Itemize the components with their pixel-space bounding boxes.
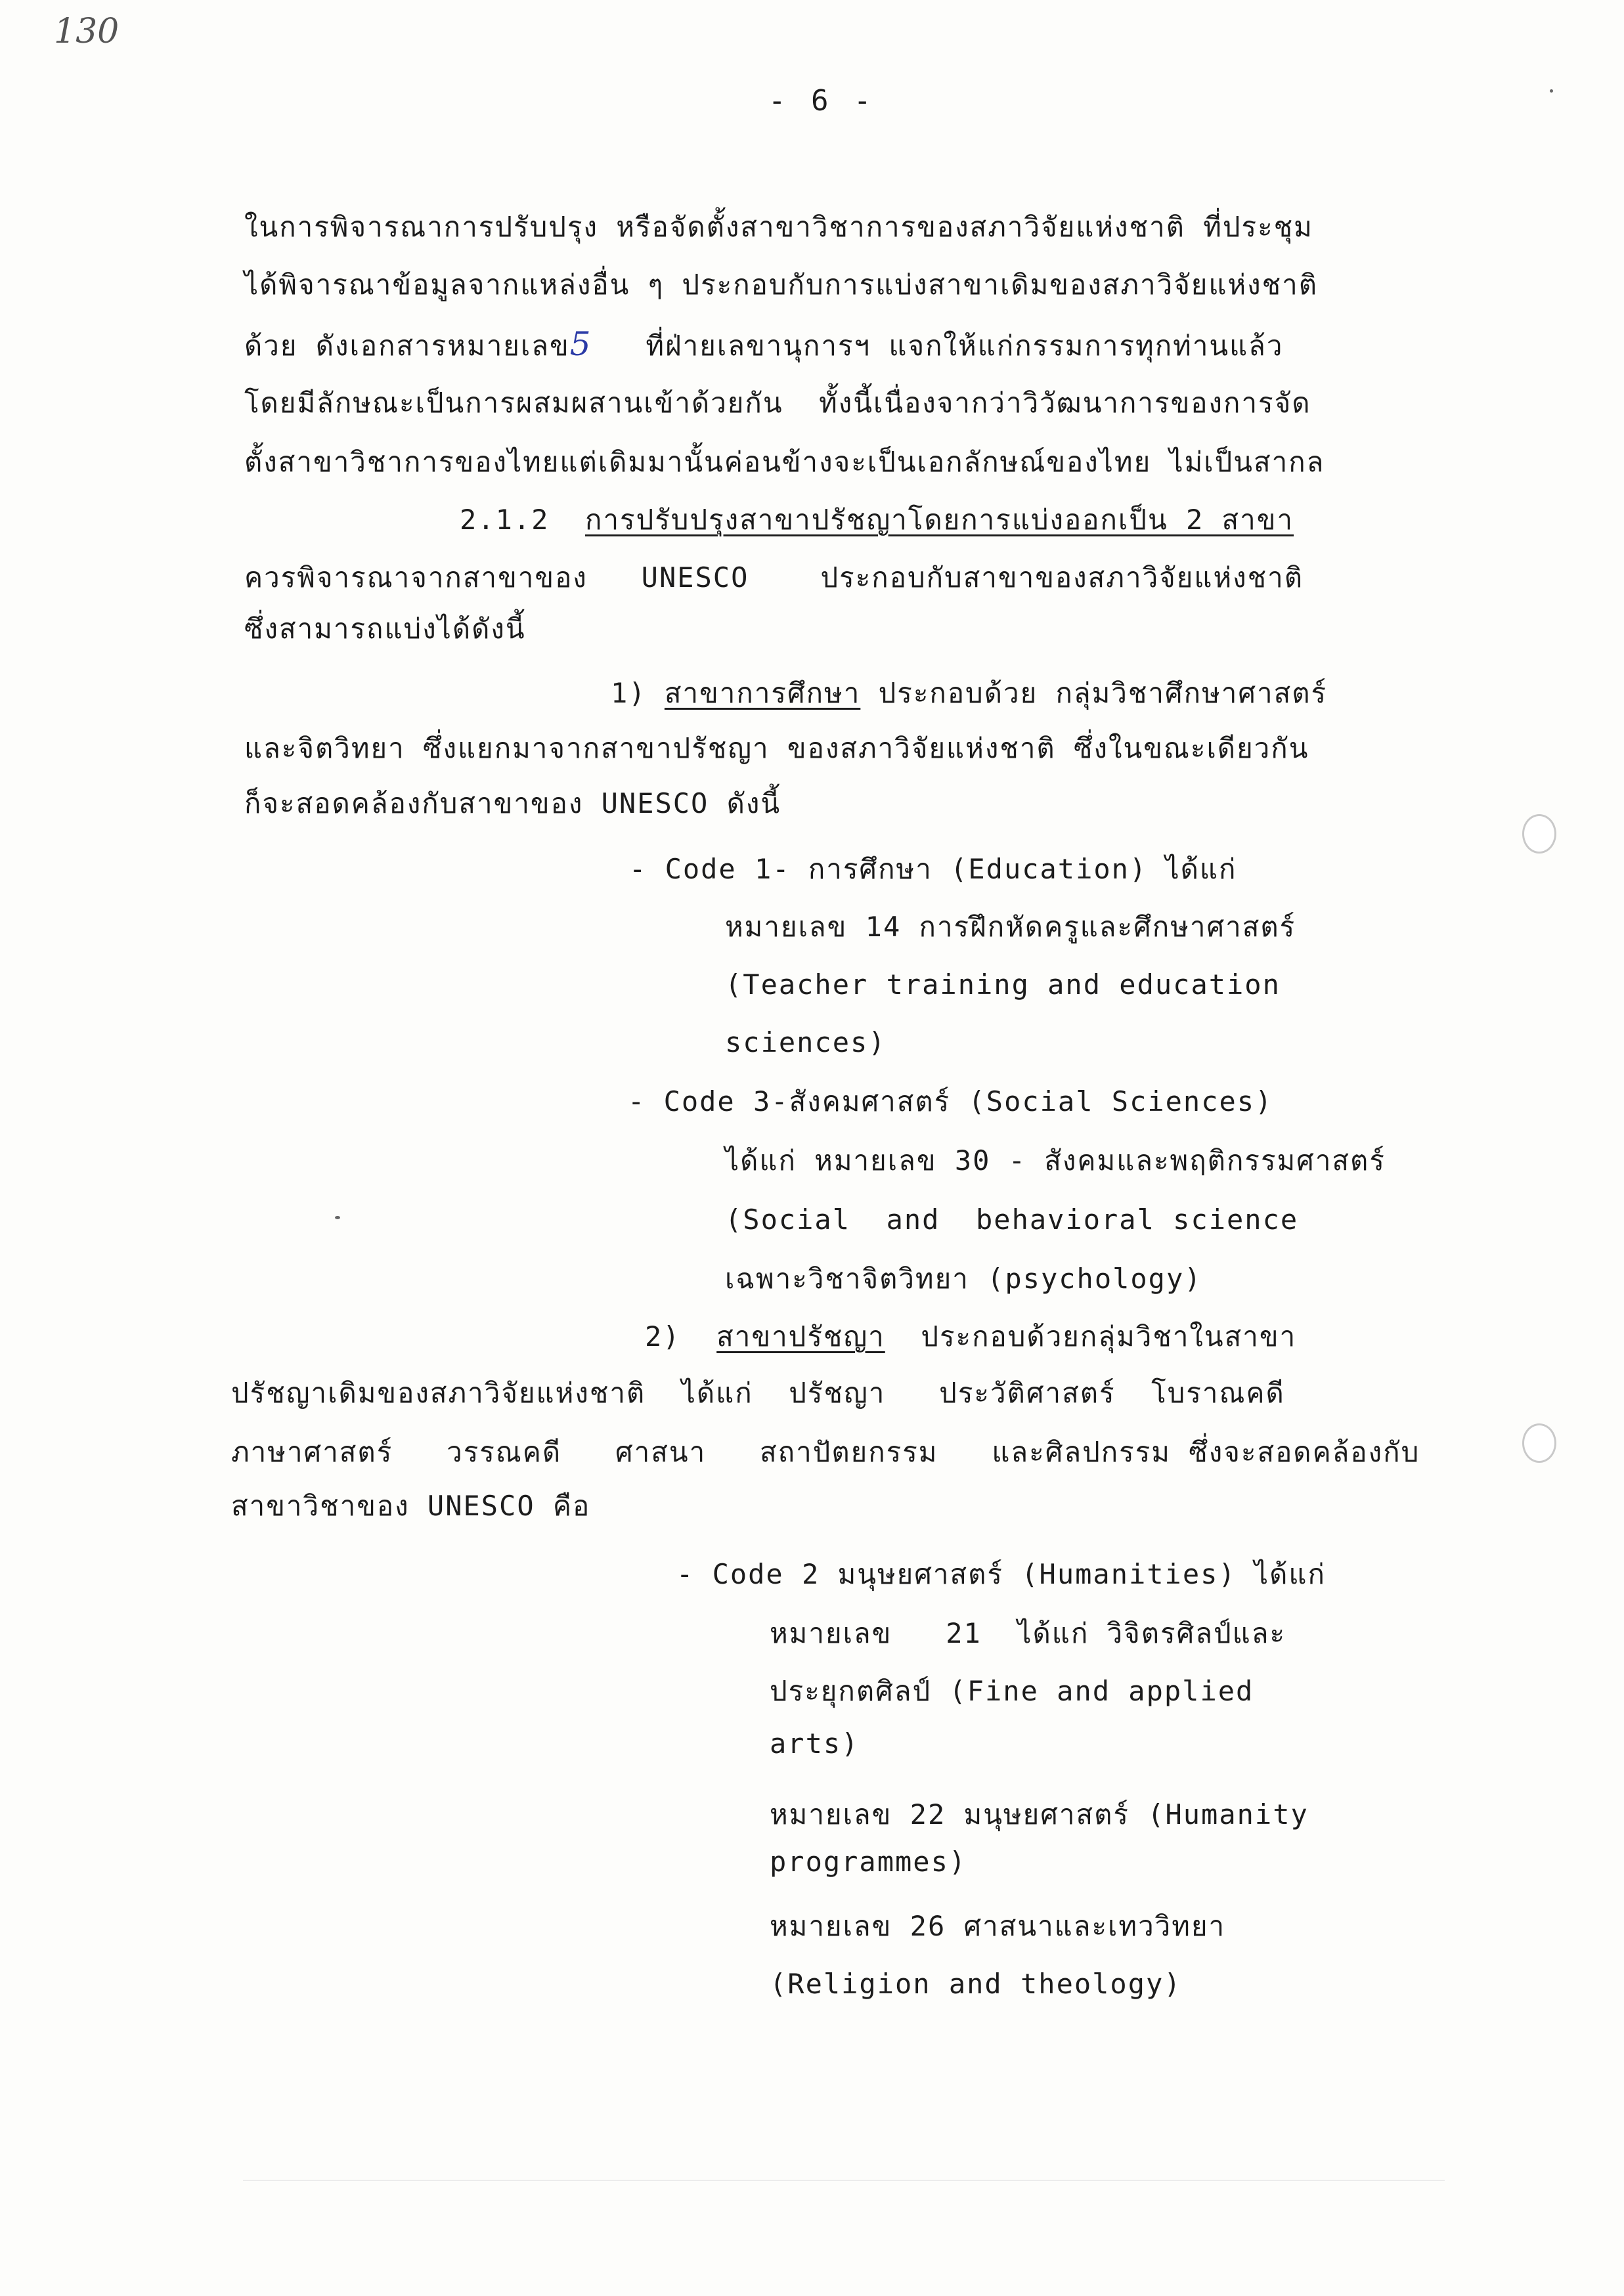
code-line: - Code 1- การศึกษา (Education) ได้แก่ [629,853,1237,885]
code-line: (Religion and theology) [770,1968,1182,2000]
code-line: หมายเลข 22 มนุษยศาสตร์ (Humanity [770,1798,1309,1830]
paragraph-line: ซึ่งสามารถแบ่งได้ดังนี้ [244,613,526,645]
code-line: programmes) [770,1846,967,1878]
code-line: หมายเลข 14 การฝึกหัดครูและศึกษาศาสตร์ [725,911,1296,943]
code-line: (Teacher training and education [725,968,1281,1001]
item-text: ประกอบด้วยกลุ่มวิชาในสาขา [885,1320,1297,1353]
scan-speck [1550,89,1553,93]
binder-hole-icon [1522,1423,1556,1463]
code-line: เฉพาะวิชาจิตวิทยา (psychology) [725,1263,1202,1295]
paragraph-line: โดยมีลักษณะเป็นการผสมผสานเข้าด้วยกัน ทั้งนี้เนื่องจากว่าวิวัฒนาการของการจัด [244,387,1311,419]
code-line: arts) [770,1727,860,1760]
faint-rule [243,2180,1445,2181]
scan-speck [335,1216,340,1219]
code-line: ประยุกตศิลป์ (Fine and applied [770,1675,1254,1707]
code-line: ได้แก่ หมายเลข 30 - สังคมและพฤติกรรมศาสตร์ [725,1144,1386,1177]
item-title: สาขาปรัชญา [716,1320,885,1353]
binder-hole-icon [1522,814,1556,854]
paragraph-line [244,326,1284,364]
section-title: การปรับปรุงสาขาปรัชญาโดยการแบ่งออกเป็น 2 สาขา [585,504,1294,536]
paragraph-line: ก็จะสอดคล้องกับสาขาของ UNESCO ดังนี้ [244,787,781,819]
paragraph-line: ควรพิจารณาจากสาขาของ UNESCO ประกอบกับสาขาของสภาวิจัยแห่งชาติ [244,561,1304,594]
handwritten-page-number: 130 [54,12,120,51]
item-heading [645,1318,1296,1355]
paragraph-text: ด้วย ดังเอกสารหมายเลข [244,330,570,362]
paragraph-line: ได้พิจารณาข้อมูลจากแหล่งอื่น ๆ ประกอบกับการแบ่งสาขาเดิมของสภาวิจัยแห่งชาติ [244,269,1319,301]
paragraph-line: สาขาวิชาของ UNESCO คือ [231,1490,591,1522]
item-number: 2) [645,1320,681,1353]
paragraph-line: และจิตวิทยา ซึ่งแยกมาจากสาขาปรัชญา ของสภาวิจัยแห่งชาติ ซึ่งในขณะเดียวกัน [244,732,1309,764]
code-line: - Code 3-สังคมศาสตร์ (Social Sciences) [628,1085,1273,1117]
item-heading [611,675,1327,712]
item-number: 1) [611,677,647,709]
paragraph-text: ที่ฝ่ายเลขานุการฯ แจกให้แก่กรรมการทุกท่านแล้ว [646,330,1284,362]
code-line: หมายเลข 21 ได้แก่ วิจิตรศิลป์และ [770,1617,1286,1649]
section-heading [460,502,1294,538]
code-line: หมายเลข 26 ศาสนาและเทววิทยา [770,1910,1226,1942]
section-number: 2.1.2 [460,504,550,536]
item-text: ประกอบด้วย กลุ่มวิชาศึกษาศาสตร์ [860,677,1328,709]
paragraph-line: ตั้งสาขาวิชาการของไทยแต่เดิมมานั้นค่อนข้างจะเป็นเอกลักษณ์ของไทย ไม่เป็นสากล [244,446,1325,478]
paragraph-line: ภาษาศาสตร์ วรรณคดี ศาสนา สถาปัตยกรรม และศิลปกรรม ซึ่งจะสอดคล้องกับ [231,1436,1420,1468]
handwritten-doc-number: 5 [569,325,592,363]
item-title: สาขาการศึกษา [664,677,861,709]
paragraph-line: ปรัชญาเดิมของสภาวิจัยแห่งชาติ ได้แก่ ปรัชญา ประวัติศาสตร์ โบราณคดี [231,1377,1285,1409]
paragraph-line: ในการพิจารณาการปรับปรุง หรือจัดตั้งสาขาวิชาการของสภาวิจัยแห่งชาติ ที่ประชุม [244,211,1313,243]
code-line: sciences) [725,1026,887,1058]
code-line: (Social and behavioral science [725,1203,1299,1236]
page-number: - 6 - [768,84,875,118]
code-line: - Code 2 มนุษยศาสตร์ (Humanities) ได้แก่ [676,1558,1326,1590]
